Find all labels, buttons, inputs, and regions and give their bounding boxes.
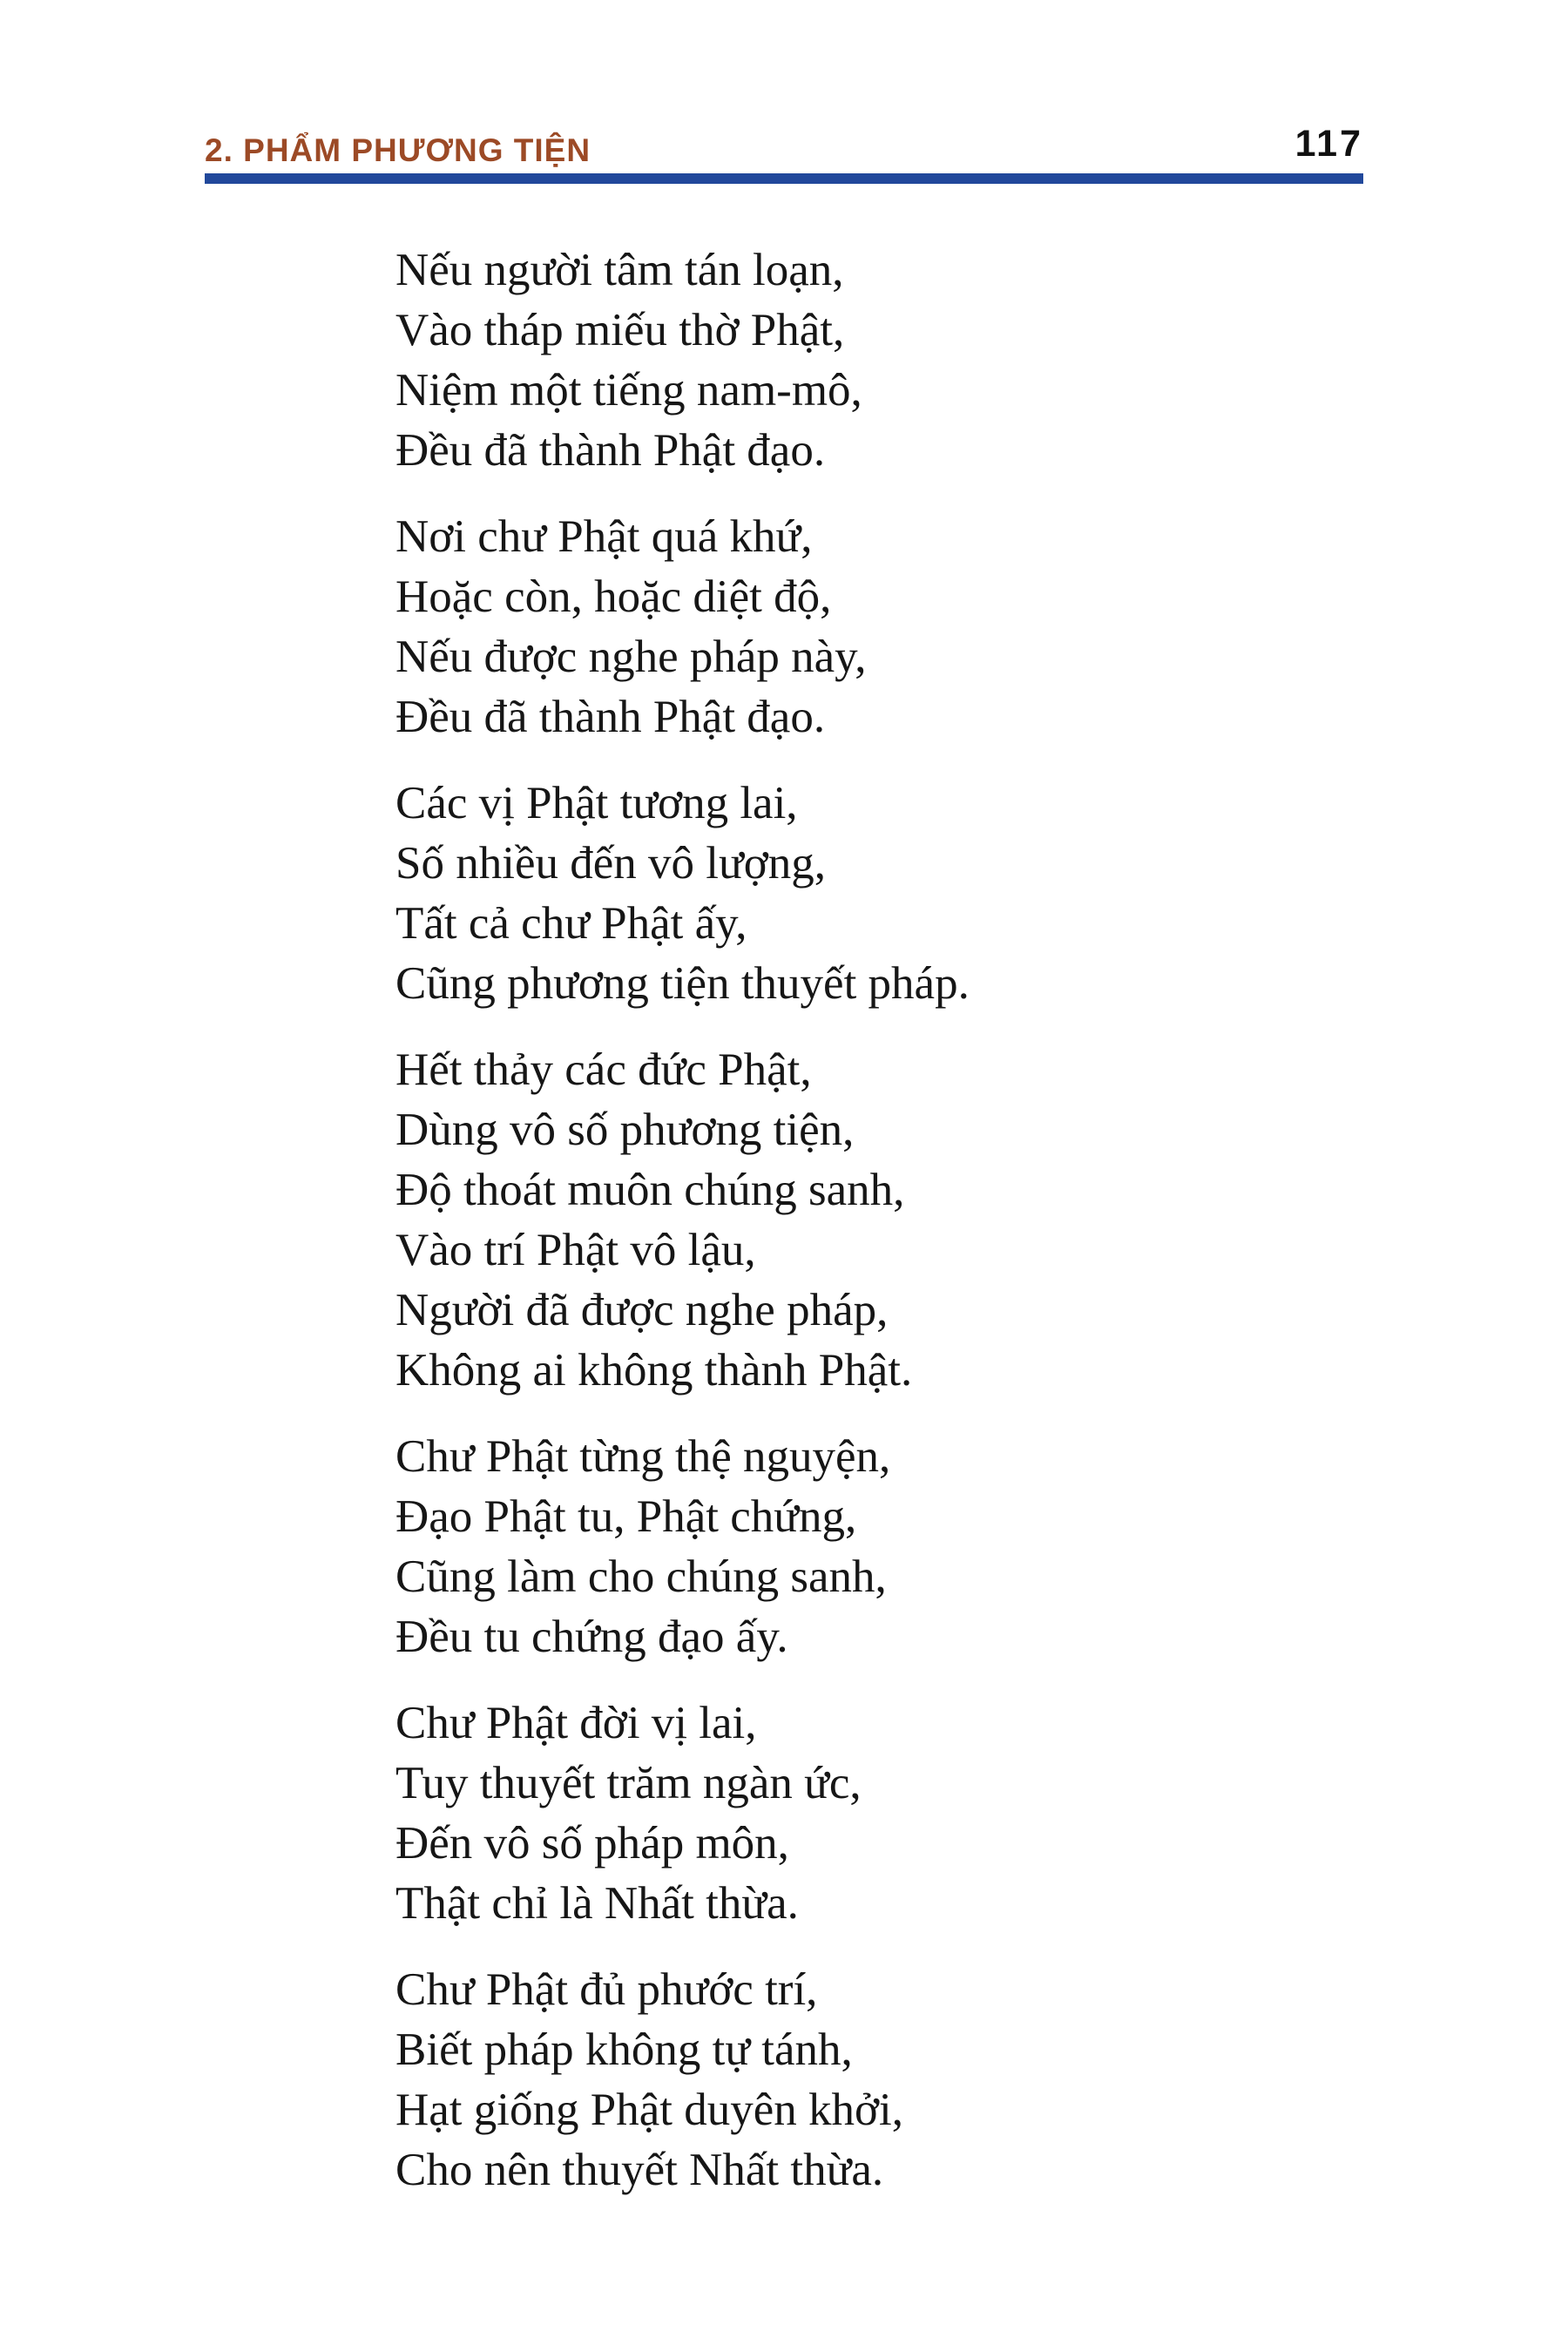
- verse-line: Chư Phật từng thệ nguyện,: [395, 1431, 891, 1482]
- verse-line: Người đã được nghe pháp,: [395, 1285, 889, 1335]
- verse-line: Tuy thuyết trăm ngàn ức,: [395, 1758, 862, 1808]
- verse-line: Hoặc còn, hoặc diệt độ,: [395, 571, 832, 622]
- verse-body: [395, 240, 970, 2227]
- stanza: [395, 507, 970, 747]
- verse-line: Chư Phật đời vị lai,: [395, 1698, 757, 1748]
- verse-line: Niệm một tiếng nam-mô,: [395, 365, 862, 416]
- verse-line: Nếu được nghe pháp này,: [395, 632, 867, 682]
- verse-line: Chư Phật đủ phước trí,: [395, 1964, 818, 2015]
- stanza: [395, 1040, 970, 1401]
- verse-line: Cũng phương tiện thuyết pháp.: [395, 958, 970, 1009]
- stanza: [395, 240, 970, 481]
- verse-line: Biết pháp không tự tánh,: [395, 2024, 853, 2075]
- verse-line: Hạt giống Phật duyên khởi,: [395, 2085, 903, 2135]
- verse-line: Cho nên thuyết Nhất thừa.: [395, 2145, 884, 2195]
- verse-line: Tất cả chư Phật ấy,: [395, 898, 747, 949]
- verse-line: Hết thảy các đức Phật,: [395, 1044, 812, 1095]
- verse-line: Vào trí Phật vô lậu,: [395, 1225, 756, 1275]
- verse-line: Nơi chư Phật quá khứ,: [395, 511, 813, 562]
- stanza: [395, 1427, 970, 1667]
- verse-line: Đạo Phật tu, Phật chứng,: [395, 1491, 857, 1542]
- verse-line: Thật chỉ là Nhất thừa.: [395, 1878, 799, 1929]
- chapter-header: 2. PHẨM PHƯƠNG TIỆN: [205, 132, 591, 168]
- verse-line: Đều tu chứng đạo ấy.: [395, 1612, 788, 1662]
- page-number: 117: [1294, 123, 1363, 165]
- verse-line: Cũng làm cho chúng sanh,: [395, 1551, 887, 1602]
- verse-line: Độ thoát muôn chúng sanh,: [395, 1165, 905, 1215]
- header-rule: [205, 173, 1363, 184]
- verse-line: Vào tháp miếu thờ Phật,: [395, 305, 845, 355]
- verse-line: Đến vô số pháp môn,: [395, 1818, 789, 1869]
- verse-line: Các vị Phật tương lai,: [395, 778, 798, 828]
- stanza: [395, 1693, 970, 1934]
- verse-line: Đều đã thành Phật đạo.: [395, 692, 826, 742]
- stanza: [395, 774, 970, 1014]
- verse-line: Đều đã thành Phật đạo.: [395, 425, 826, 476]
- verse-line: Không ai không thành Phật.: [395, 1345, 913, 1396]
- verse-line: Số nhiều đến vô lượng,: [395, 838, 826, 889]
- verse-line: Dùng vô số phương tiện,: [395, 1105, 855, 1155]
- stanza: [395, 1960, 970, 2200]
- verse-line: Nếu người tâm tán loạn,: [395, 245, 844, 295]
